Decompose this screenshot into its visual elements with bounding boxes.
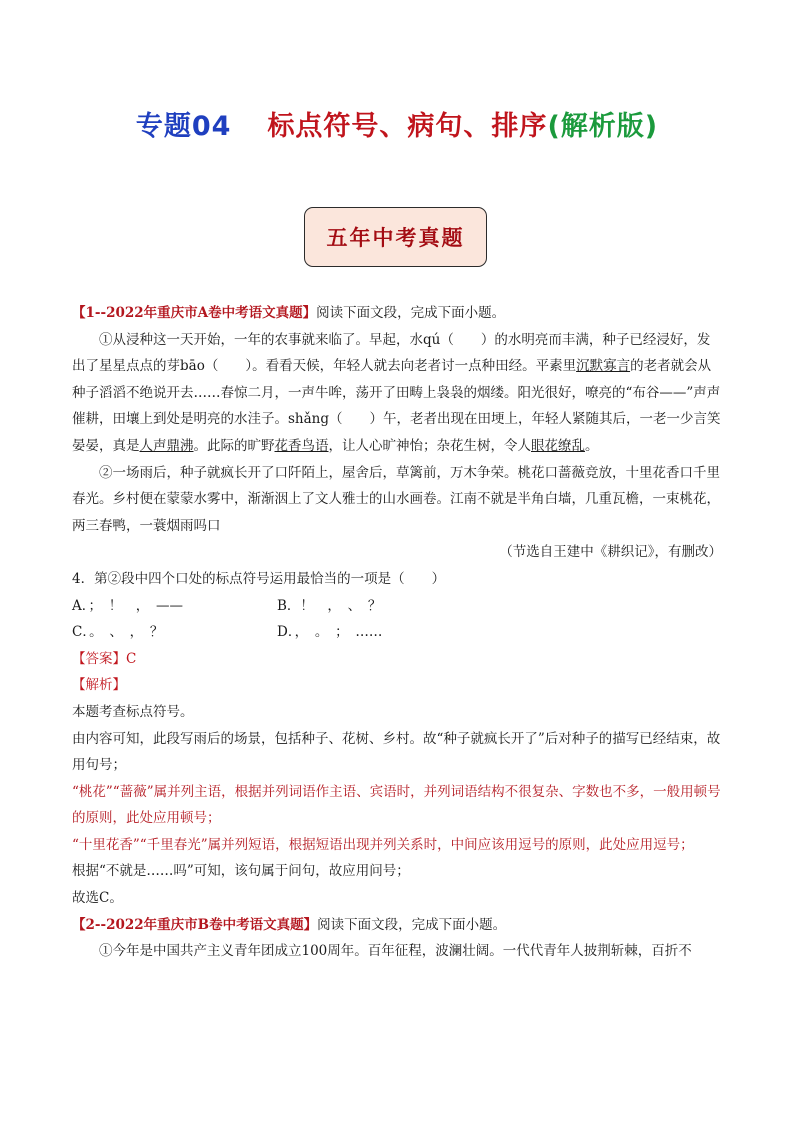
title-main: 标点符号、病句、排序 — [267, 111, 548, 142]
passage-text: 的老者就会从种子滔滔不绝说开去……春惊二月，一声牛哞，荡开了田畴上袅袅的烟缕。阳光很好，嘹亮的“布谷——”声声催耕，田壤上到处是明亮的水洼子。shǎng（ ）午，老者出现在田埂上，年轻人紧随其后，一老一少言笑晏晏，真是 — [72, 358, 721, 454]
question-2-source: 【2--2022年重庆市B卷中考语文真题】 — [72, 916, 318, 933]
title-prefix: 专题04 — [135, 111, 232, 142]
question-1-header — [72, 300, 722, 327]
document-content — [72, 300, 722, 965]
analysis-line-1: 本题考查标点符号。 — [72, 703, 194, 720]
analysis-line-2: 由内容可知，此段写雨后的场景，包括种子、花树、乡村。故“种子就疯长开了”后对种子的描写已经结束，故用句号； — [72, 730, 721, 774]
options-row-1 — [72, 593, 722, 620]
passage-1-paragraph-2: ②一场雨后，种子就疯长开了口阡陌上，屋舍后，草篱前，万木争荣。桃花口蔷薇竞放，十里花香口千里春光。乡村便在蒙蒙水雾中，渐渐洇上了文人雅士的山水画卷。江南不就是半角白墙，几重瓦檐，一束桃花，两三春鸭，一蓑烟雨吗口 — [72, 464, 720, 534]
underlined-phrase: 人声鼎沸 — [139, 437, 194, 454]
analysis-line-4: “十里花香”“千里春光”属并列短语，根据短语出现并列关系时，中间应该用逗号的原则，此处应用逗号； — [72, 836, 694, 853]
option-d: D．， 。 ； …… — [277, 624, 383, 641]
section-label-box: 五年中考真题 — [304, 207, 487, 267]
question-4-stem: 4．第②段中四个口处的标点符号运用最恰当的一项是（ ） — [72, 570, 446, 587]
document-title — [0, 104, 794, 143]
analysis-line-5: 根据“不就是……吗”可知，该句属于问句，故应用问号； — [72, 863, 410, 880]
option-b: B．！ ， 、 ？ — [277, 597, 382, 614]
question-1-source: 【1--2022年重庆市A卷中考语文真题】 — [72, 305, 317, 321]
option-a: A．； ！ ， —— — [72, 597, 183, 614]
question-2-header — [72, 912, 722, 939]
options-row-2 — [72, 619, 722, 646]
underlined-phrase: 沉默寡言 — [576, 358, 631, 375]
question-2-intro: 阅读下面文段，完成下面小题。 — [317, 916, 507, 933]
passage-1-paragraph-1 — [72, 327, 722, 460]
underlined-phrase: 眼花缭乱 — [531, 437, 585, 454]
title-suffix: (解析版) — [547, 111, 659, 142]
passage-text: ，让人心旷神怡；杂花生树，令人 — [328, 437, 531, 454]
passage-text: 。 — [585, 437, 599, 454]
passage-citation: （节选自王建中《耕织记》，有删改） — [499, 544, 722, 561]
underlined-phrase: 花香鸟语 — [274, 437, 329, 454]
analysis-label: 【解析】 — [72, 677, 126, 694]
question-1-intro: 阅读下面文段，完成下面小题。 — [316, 305, 506, 321]
option-c: C．。 、 ， ？ — [72, 624, 164, 641]
passage-text: ①从浸种这一天开始，一年的农事就来临了。早起，水qú（ ）的水明亮而丰满，种子已经浸好，发出了星星点点的芽bāo（ ）。看看天候，年轻人就去向老者讨一点种田经。平素里 — [72, 331, 711, 375]
analysis-line-3: “桃花”“蔷薇”属并列主语，根据并列词语作主语、宾语时，并列词语结构不很复杂、字数也不多，一般用顿号的原则，此处应用顿号； — [72, 783, 721, 827]
passage-text: 。此际的旷野 — [193, 437, 275, 454]
answer-line: 【答案】C — [72, 650, 137, 667]
passage-2-paragraph-1: ①今年是中国共产主义青年团成立100周年。百年征程，波澜壮阔。一代代青年人披荆斩棘，百折不 — [99, 943, 692, 960]
analysis-line-6: 故选C。 — [72, 890, 123, 907]
